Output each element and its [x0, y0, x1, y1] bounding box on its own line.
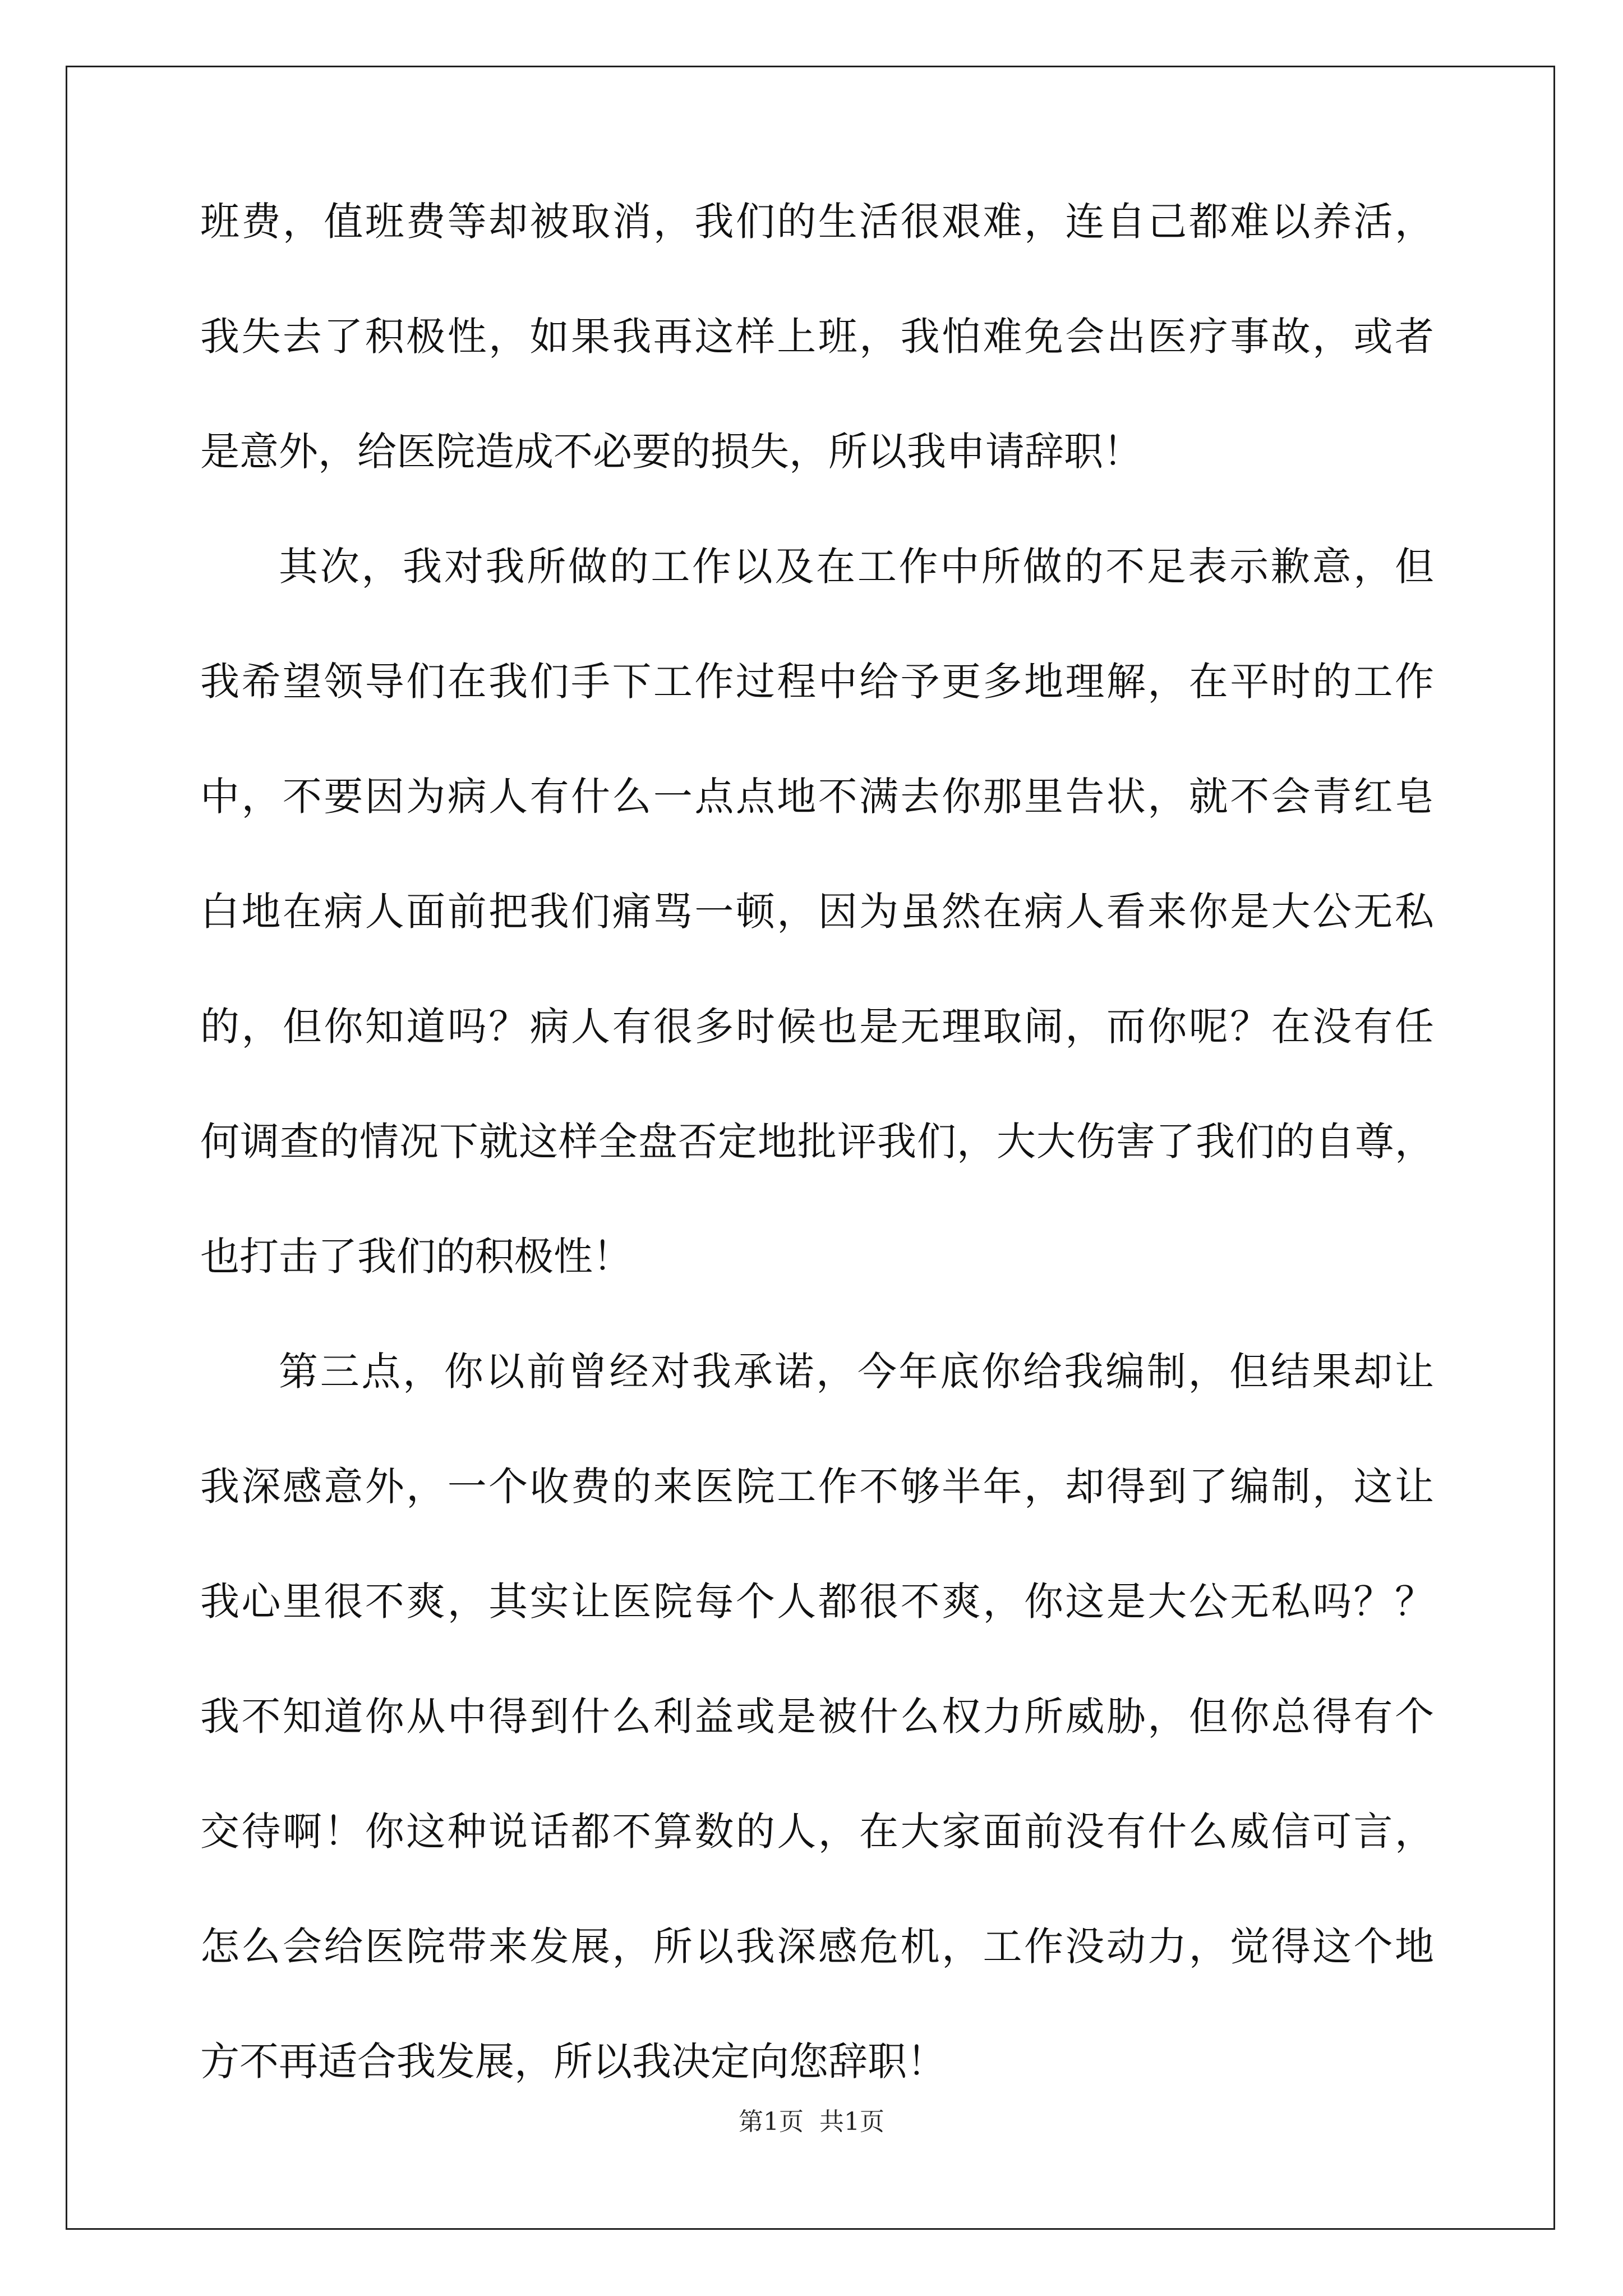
text-line: 的，但你知道吗？病人有很多时候也是无理取闹，而你呢？在没有任 — [200, 1004, 1434, 1050]
text-line: 我深感意外，一个收费的来医院工作不够半年，却得到了编制，这让 — [200, 1464, 1434, 1510]
text-line: 我心里很不爽，其实让医院每个人都很不爽，你这是大公无私吗？？ — [200, 1579, 1434, 1625]
page-number-total: 共1页 — [819, 2108, 884, 2136]
text-line: 其次，我对我所做的工作以及在工作中所做的不足表示歉意，但 — [279, 544, 1434, 590]
text-line: 我不知道你从中得到什么利益或是被什么权力所威胁，但你总得有个 — [200, 1694, 1434, 1740]
text-line: 怎么会给医院带来发展，所以我深感危机，工作没动力，觉得这个地 — [200, 1924, 1434, 1970]
text-line: 是意外，给医院造成不必要的损失，所以我申请辞职！ — [200, 429, 1142, 475]
text-line: 交待啊！你这种说话都不算数的人，在大家面前没有什么威信可言， — [200, 1809, 1434, 1855]
text-line: 何调查的情况下就这样全盘否定地批评我们，大大伤害了我们的自尊， — [200, 1119, 1434, 1165]
text-line: 方不再适合我发展，所以我决定向您辞职！ — [200, 2039, 946, 2085]
text-line: 我失去了积极性，如果我再这样上班，我怕难免会出医疗事故，或者 — [200, 314, 1434, 360]
text-line: 班费，值班费等却被取消，我们的生活很艰难，连自己都难以养活， — [200, 199, 1434, 245]
text-line: 中，不要因为病人有什么一点点地不满去你那里告状，就不会青红皂 — [200, 774, 1434, 820]
text-line: 也打击了我们的积极性！ — [200, 1234, 632, 1280]
page-footer — [0, 2105, 1623, 2139]
text-line: 第三点，你以前曾经对我承诺，今年底你给我编制，但结果却让 — [279, 1349, 1434, 1395]
text-line: 白地在病人面前把我们痛骂一顿，因为虽然在病人看来你是大公无私 — [200, 889, 1434, 935]
text-line: 我希望领导们在我们手下工作过程中给予更多地理解，在平时的工作 — [200, 659, 1434, 705]
page-number-current: 第1页 — [739, 2108, 804, 2136]
